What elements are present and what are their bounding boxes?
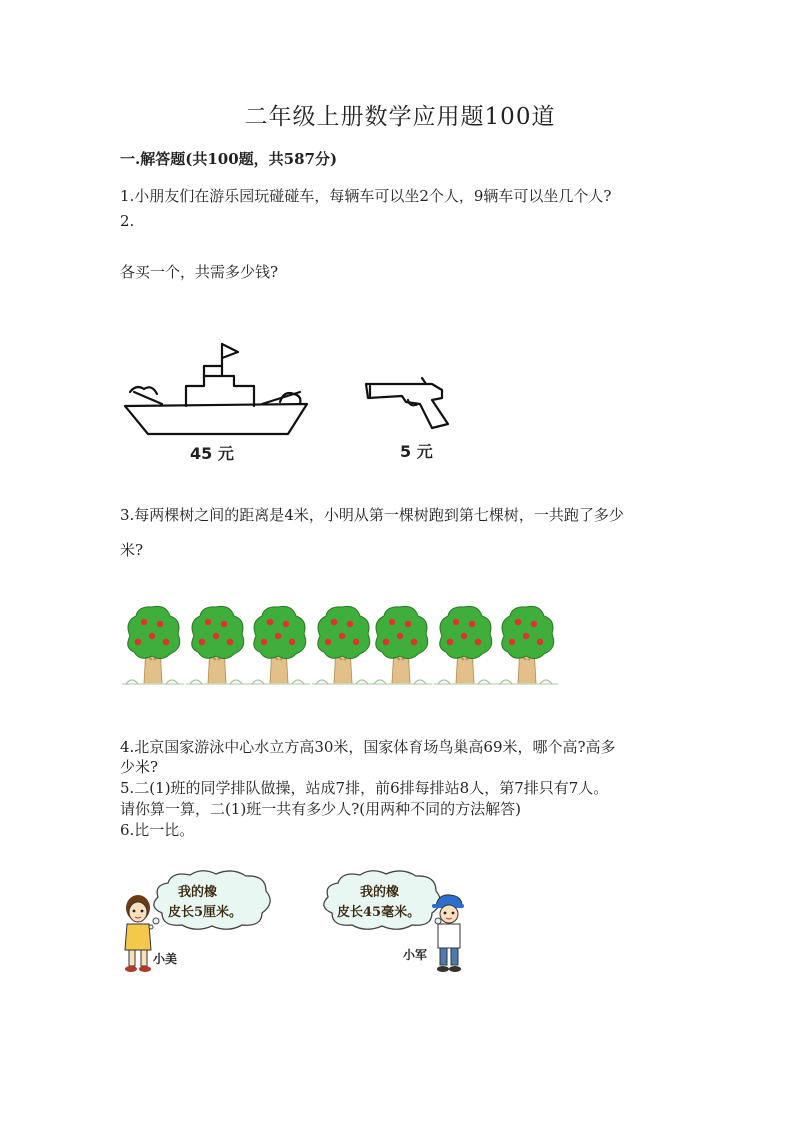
tree-icon <box>434 604 496 688</box>
question-2-number: 2. <box>120 212 135 230</box>
tree-icon <box>370 604 432 688</box>
question-3-line-2: 米? <box>120 541 144 559</box>
boy-illustration <box>428 892 468 974</box>
question-3-line-1: 3.每两棵树之间的距离是4米，小明从第一棵树跑到第七棵树，一共跑了多少 <box>120 506 624 524</box>
girl-name: 小美 <box>153 952 178 966</box>
question-4-line-1: 4.北京国家游泳中心水立方高30米，国家体育场鸟巢高69米，哪个高?高多 <box>120 738 616 756</box>
gun-price: 5 元 <box>400 442 433 461</box>
gun-illustration <box>362 374 462 434</box>
ship-price: 45 元 <box>190 444 234 463</box>
boy-name: 小军 <box>403 948 428 962</box>
question-5-line-1: 5.二(1)班的同学排队做操，站成7排，前6排每排站8人，第7排只有7人。 <box>120 779 609 797</box>
boy-bubble-line-2: 皮长45毫米。 <box>337 905 421 920</box>
tree-icon <box>186 604 248 688</box>
section-heading: 一.解答题(共100题，共587分) <box>120 150 338 168</box>
question-5-line-2: 请你算一算，二(1)班一共有多少人?(用两种不同的方法解答) <box>120 800 521 818</box>
question-2-text: 各买一个，共需多少钱? <box>120 263 279 281</box>
girl-bubble-line-2: 皮长5厘米。 <box>168 905 243 920</box>
page-title: 二年级上册数学应用题100道 <box>244 104 556 130</box>
question-6: 6.比一比。 <box>120 821 195 839</box>
tree-icon <box>312 604 374 688</box>
tree-icon <box>248 604 310 688</box>
boy-bubble-line-1: 我的橡 <box>360 885 400 900</box>
question-1: 1.小朋友们在游乐园玩碰碰车，每辆车可以坐2个人，9辆车可以坐几个人? <box>120 187 612 205</box>
question-4-line-2: 少米? <box>120 758 159 776</box>
tree-icon <box>122 604 184 688</box>
tree-icon <box>496 604 558 688</box>
ship-illustration <box>122 340 322 440</box>
girl-bubble-line-1: 我的橡 <box>178 885 218 900</box>
